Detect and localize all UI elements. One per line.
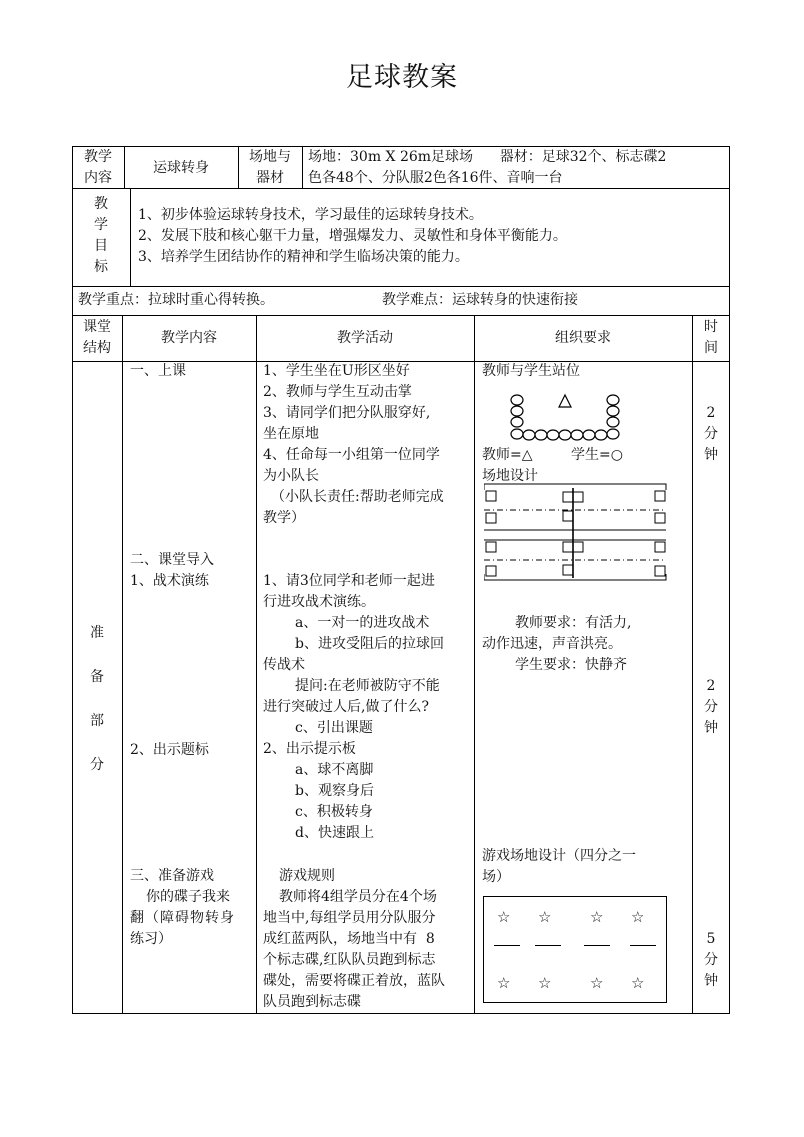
game-field-title: 游戏场地设计（四分之一 场） — [482, 848, 636, 885]
star-marker: ☆ — [590, 908, 604, 926]
content-part2-item1: 1、战术演练 — [130, 573, 209, 589]
venue-label: 场地与 器材 — [249, 149, 291, 186]
content-part2-title: 二、课堂导入 — [130, 552, 214, 568]
star-marker: ☆ — [590, 974, 604, 992]
star-marker: ☆ — [497, 908, 511, 926]
time-1: 2 分 钟 — [704, 405, 718, 463]
header-activity: 教学活动 — [337, 330, 393, 346]
star-marker: ☆ — [631, 974, 645, 992]
header-organization: 组织要求 — [555, 330, 611, 346]
section-label: 准 备 部 分 — [90, 625, 104, 773]
teacher-requirement-2: 动作迅速，声音洪亮。 — [482, 636, 622, 652]
station-diagram — [500, 392, 632, 444]
content-value: 运球转身 — [153, 160, 209, 176]
teacher-requirement: 教师要求：有活力, — [515, 615, 632, 631]
header-time: 时 间 — [704, 319, 718, 356]
teaching-focus: 教学重点：拉球时重心得转换。 — [78, 292, 274, 308]
org-field-title: 场地设计 — [482, 468, 538, 484]
goals-label: 教 学 目 标 — [94, 196, 108, 275]
header-structure: 课堂 结构 — [83, 319, 111, 356]
legend-student: 学生=○ — [571, 447, 623, 463]
time-2: 2 分 钟 — [704, 678, 718, 736]
content-part2-item2: 2、出示题标 — [130, 742, 209, 758]
teaching-difficulty: 教学难点：运球转身的快速衔接 — [382, 292, 578, 308]
content-label: 教学 内容 — [84, 149, 112, 186]
venue-equipment: 场地：30m X 26m足球场 器材：足球32个、标志碟2 色各48个、分队服2色各16件、音响一台 — [308, 149, 667, 186]
star-marker: ☆ — [631, 908, 645, 926]
activity-block2: 1、请3位同学和老师一起进 行进攻战术演练。 a、一对一的进攻战术 b、进攻受阻后的拉球回 传战术 提问:在老师被防守不能 进行突破过人后,做了什么? c、引出课题 2、出示提示板 a、球不离脚 b、观察身后 c、积极转身 d、快速跟上 — [263, 573, 444, 841]
content-part1: 一、上课 — [130, 363, 186, 379]
field-diagram — [484, 482, 668, 582]
activity-block3: 游戏规则 教师将4组学员分在4个场 地当中,每组学员用分队服分 成红蓝两队，场地当中有 8 个标志碟,红队队员跑到标志 碟处，需要将碟正着放，蓝队 队员跑到标志碟 — [263, 868, 445, 1010]
student-requirement: 学生要求：快静齐 — [515, 657, 627, 673]
goals-list: 1、初步体验运球转身技术，学习最佳的运球转身技术。 2、发展下肢和核心躯干力量，增强爆发力、灵敏性和身体平衡能力。 3、培养学生团结协作的精神和学生临场决策的能力。 — [138, 207, 567, 265]
time-3: 5 分 钟 — [704, 931, 718, 989]
legend-teacher: 教师=△ — [482, 447, 533, 463]
header-content: 教学内容 — [161, 330, 217, 346]
page-title: 足球教案 — [346, 62, 458, 93]
activity-block1: 1、学生坐在U形区坐好 2、教师与学生互动击掌 3、请同学们把分队服穿好, 坐在原地 4、任命每一小组第一位同学 为小队长 （小队长责任:帮助老师完成 教学） — [263, 363, 444, 526]
star-marker: ☆ — [538, 974, 552, 992]
star-marker: ☆ — [538, 908, 552, 926]
org-station-title: 教师与学生站位 — [482, 363, 580, 379]
star-marker: ☆ — [497, 974, 511, 992]
content-part3-desc: 你的碟子我来 翻（障碍物转身 练习） — [130, 889, 235, 947]
content-part3-title: 三、准备游戏 — [130, 868, 214, 884]
